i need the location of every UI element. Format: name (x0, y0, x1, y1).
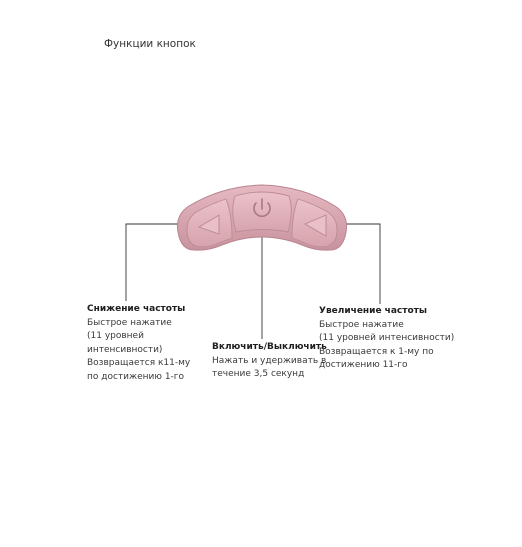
page-title: Функции кнопок (104, 38, 196, 50)
power-heading: Включить/Выключить (212, 342, 327, 352)
increase-heading: Увеличение частоты (319, 306, 428, 316)
increase-line-1: Быстрое нажатие (319, 319, 404, 330)
increase-line-3: Возвращается к 1-му по (319, 346, 434, 357)
power-button[interactable] (233, 192, 292, 232)
decrease-line-4: по достижению 1-го (87, 371, 185, 382)
decrease-description (87, 303, 217, 384)
increase-description (319, 305, 459, 373)
decrease-line-3: Возвращается к11-му (87, 358, 191, 368)
decrease-line-2: (11 уровней интенсивности) (87, 331, 163, 355)
increase-line-2: (11 уровней интенсивности) (319, 333, 455, 343)
increase-line-4: достижению 11-го (319, 360, 408, 370)
power-line-1: Нажать и удерживать в (212, 355, 327, 366)
power-line-2: течение 3,5 секунд (212, 369, 305, 379)
decrease-heading: Снижение частоты (87, 304, 186, 314)
decrease-line-1: Быстрое нажатие (87, 317, 172, 328)
